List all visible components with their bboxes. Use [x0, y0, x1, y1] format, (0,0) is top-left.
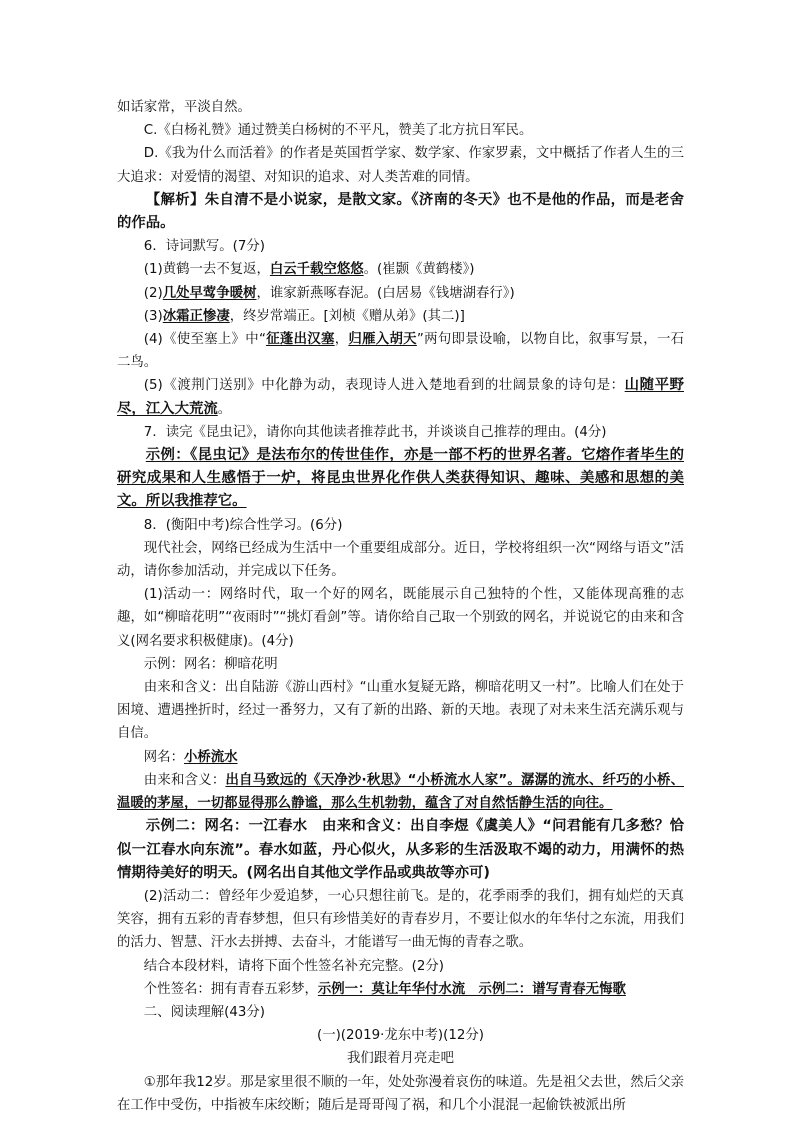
- q8-activity2-task: 结合本段材料，请将下面个性签名补充完整。(2分): [143, 958, 444, 974]
- q6-line3: [117, 305, 684, 328]
- q8-example-origin: 由来和含义：出自陆游《游山西村》“山重水复疑无路，柳暗花明又一村”。比喻人们在处于困境、遭遇挫折时，经过一番努力，又有了新的出路、新的天地。表现了对未来生活充满乐观与自信。: [117, 680, 684, 742]
- q8-signature-answer: 示例一：莫让年华付水流 示例二：谱写青春无悔歌: [317, 981, 626, 997]
- q6-line2-answer: 几处早莺争暖树: [162, 285, 257, 301]
- q8-netname-answer: 小桥流水: [183, 749, 238, 765]
- story-title: 我们跟着月亮走吧: [346, 1051, 455, 1067]
- q6-line2-text: ，谁家新燕啄春泥。(白居易《钱塘湖春行》): [256, 285, 515, 301]
- q6-line4-rest: ”两句即景设喻，以物自比，叙事写景，一石二鸟。: [117, 332, 685, 371]
- q8-activity1: (1)活动一：网络时代，取一个好的网名，既能展示自己独特的个性，又能体现高雅的志趣，如“柳暗花明”“夜雨时”“挑灯看剑”等。请你给自己取一个别致的网名，并说说它的由来和含义(网名要求积极健康)。(4分): [117, 587, 684, 649]
- q8-signature-label: 个性签名：拥有青春五彩梦，: [143, 981, 318, 997]
- q6-line4: [117, 328, 684, 374]
- q6-line5-end: 。: [217, 401, 232, 417]
- q7-title: 7．读完《昆虫记》，请你向其他读者推荐此书，并谈谈自己推荐的理由。(4分): [143, 424, 607, 440]
- q6-line3-answer: 冰霜正惨凄: [162, 308, 230, 324]
- q8-title: 8．(衡阳中考)综合性学习。(6分): [143, 517, 343, 533]
- q8-origin-label: 由来和含义：: [143, 772, 226, 788]
- section2-heading: 二、阅读理解(43分): [143, 1004, 266, 1020]
- q8-activity2: (2)活动二：曾经年少爱追梦，一心只想往前飞。是的，花季雨季的我们，拥有灿烂的天真笑容，拥有五彩的青春梦想，但只有珍惜美好的青春岁月，不要让似水的年华付之东流，用我们的活力、智慧、汗水去拼搏、去奋斗，才能谱写一曲无悔的青春之歌。: [117, 888, 684, 951]
- q6-line2-num: (2): [143, 285, 163, 301]
- option-d: D.《我为什么而活着》的作者是英国哲学家、数学家、作家罗素，文中概括了作者人生的三大追求：对爱情的渴望、对知识的追求、对人类苦难的同情。: [117, 146, 684, 185]
- q6-line1-text: (1)黄鹤一去不复返，: [143, 262, 270, 278]
- q5-analysis: 【解析】朱自清不是小说家，是散文家。《济南的冬天》也不是他的作品，而是老舍的作品。: [117, 191, 684, 232]
- q6-line5-answer: 山随平野尽，江入大荒流: [117, 377, 684, 417]
- q6-line3-text: ，终岁常端正。[刘桢《赠从弟》(其二)]: [229, 308, 465, 324]
- q6-line4-answer2: 归雁入胡天: [348, 332, 417, 348]
- q6-line1-source: 。(崔颢《黄鹤楼》): [363, 262, 475, 278]
- q6-line4-answer1: 征蓬出汉塞: [265, 332, 335, 348]
- q8-netname: [117, 746, 684, 769]
- q6-title: 6．诗词默写。(7分): [143, 239, 266, 255]
- option-c-tail: 如话家常，平淡自然。: [117, 100, 251, 115]
- q6-line1-answer: 白云千载空悠悠: [269, 262, 364, 278]
- q6-line4-text: (4)《使至塞上》中“: [143, 332, 266, 348]
- q8-example2: 示例二：网名：一江春水 由来和含义：出自李煜《虞美人》“问君能有几多愁？恰似一江春水向东流”。春水如蓝，丹心似火，从多彩的生活汲取不竭的动力，用满怀的热情期待美好的明天。(网名出自其他文学作品或典故等亦可): [117, 818, 684, 881]
- q8-signature: [117, 978, 684, 1001]
- q8-origin: [117, 769, 684, 815]
- q8-example-name: 示例：网名：柳暗花明: [143, 656, 278, 672]
- q6-line2: [117, 282, 684, 305]
- q6-line5: [117, 374, 684, 420]
- q6-line4-comma: ，: [334, 332, 349, 348]
- q8-intro: 现代社会，网络已经成为生活中一个重要组成部分。近日，学校将组织一次“网络与语文”活动，请你参加活动，并完成以下任务。: [117, 540, 684, 580]
- q8-origin-answer: 出自马致远的《天净沙·秋思》“小桥流水人家”。潺潺的流水、纤巧的小桥、温暖的茅屋，一切都显得那么静谧，那么生机勃勃，蕴含了对自然恬静生活的向往。: [117, 772, 685, 812]
- q6-line3-num: (3): [143, 308, 163, 324]
- option-c: C.《白杨礼赞》通过赞美白杨树的不平凡，赞美了北方抗日军民。: [143, 123, 533, 139]
- story-paragraph-1: ①那年我12岁。那是家里很不顺的一年，处处弥漫着哀伤的味道。先是祖父去世，然后父亲在工作中受伤，中指被车床绞断；随后是哥哥闯了祸，和几个小混混一起偷铁被派出所: [117, 1074, 684, 1113]
- q7-answer: 示例：《昆虫记》是法布尔的传世佳作，亦是一部不朽的世界名著。它熔作者毕生的研究成果和人生感悟于一炉，将昆虫世界化作供人类获得知识、趣味、美感和思想的美文。所以我推荐它。: [117, 447, 684, 510]
- q8-netname-label: 网名：: [143, 749, 184, 765]
- section2-part1: (一)(2019·龙东中考)(12分): [316, 1028, 485, 1044]
- q6-line5-text: (5)《渡荆门送别》中化静为动，表现诗人进入楚地看到的壮阔景象的诗句是：: [143, 378, 625, 394]
- q6-line1: [117, 258, 684, 281]
